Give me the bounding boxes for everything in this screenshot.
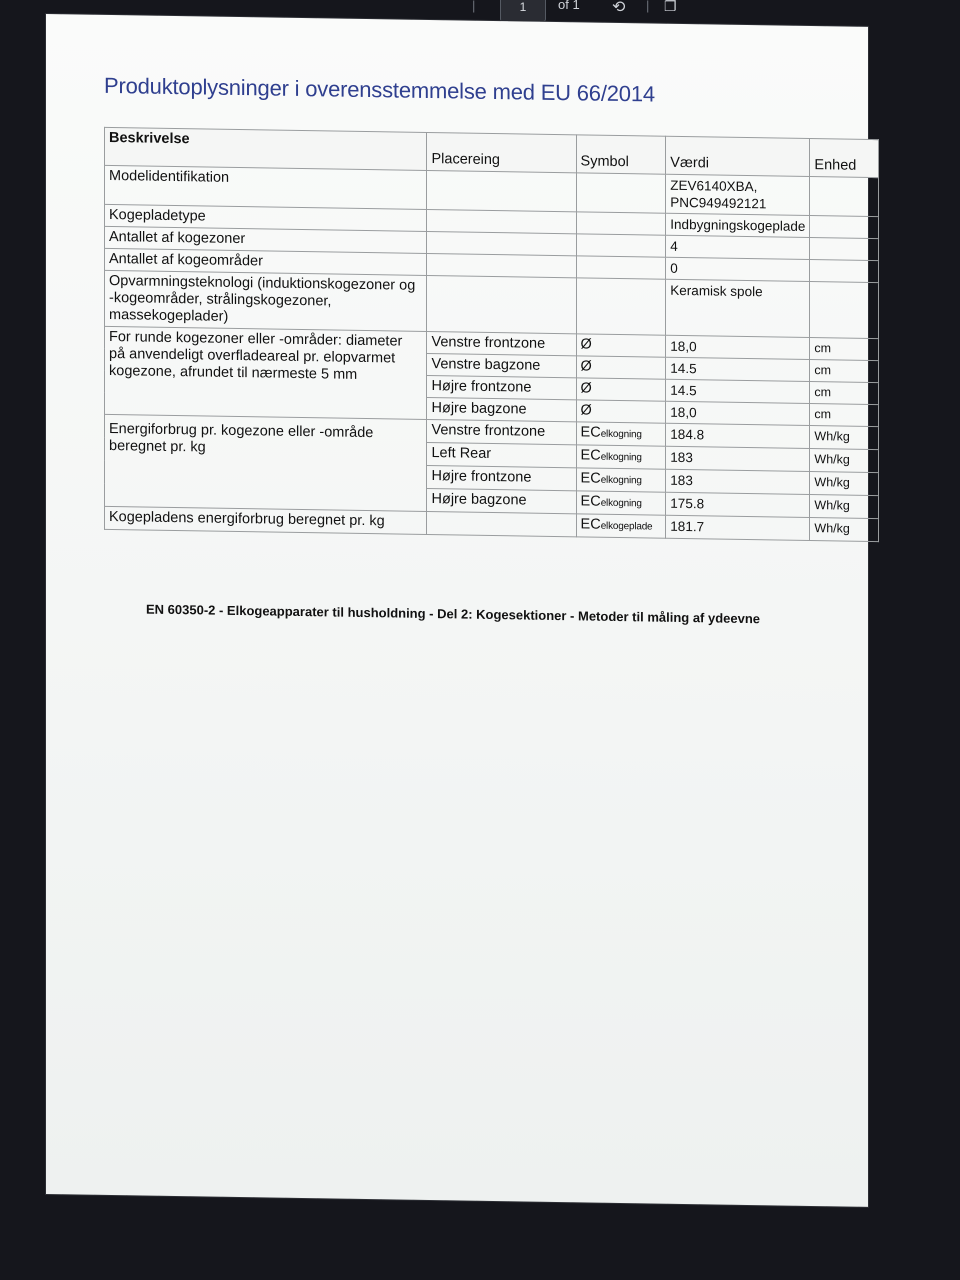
row-value: 183 [666,446,810,471]
header-placement: Placereing [427,132,576,172]
row-placement: Højre frontzone [427,465,576,490]
row-placement: Højre bagzone [427,397,576,421]
row-unit: cm [810,338,879,361]
toolbar-separator: | [646,0,650,13]
standard-note: EN 60350-2 - Elkogeapparater til husholdning - Del 2: Kogesektioner - Metoder til måling af ydeevne [146,601,761,627]
row-unit: Wh/kg [810,472,879,496]
row-value: 175.8 [666,492,810,517]
header-symbol: Symbol [576,135,666,174]
row-placement: Venstre frontzone [427,419,576,444]
row-value: 14.5 [666,357,810,381]
row-description: For runde kogezoner eller -områder: diameter på anvendeligt overfladeareal pr. elopvarmet kogezone, afrundet til nærmeste 5 mm [105,326,427,419]
row-value: 184.8 [666,423,810,448]
row-value: ZEV6140XBA, PNC949492121 [666,174,810,215]
row-unit: cm [810,360,879,383]
row-value: Keramisk spole [666,279,810,337]
header-unit: Enhed [810,139,879,178]
row-placement: Højre frontzone [427,375,576,399]
row-description: Antallet af kogezoner [105,226,427,253]
row-symbol: ECelkogning [576,491,666,515]
row-unit: Wh/kg [810,518,879,542]
row-placement: Venstre frontzone [427,331,576,355]
row-description: Modelidentifikation [105,165,427,209]
header-description: Beskrivelse [105,127,427,170]
row-value: 0 [666,257,810,281]
product-info-table [104,127,879,542]
header-value: Værdi [666,136,810,176]
row-symbol: ECelkogning [576,445,666,469]
row-placement: Venstre bagzone [427,353,576,377]
row-value: 14.5 [666,379,810,403]
pages-icon[interactable]: ❐ [664,0,677,14]
row-unit: cm [810,382,879,405]
page-count-label: of 1 [558,0,580,12]
row-symbol: ECelkogning [576,468,666,492]
row-value: 18,0 [666,401,810,425]
row-symbol: ECelkogeplade [576,514,666,538]
row-description: Opvarmningsteknologi (induktionskogezoner og -kogeområder, strålingskogezoner, massekogeplader) [105,270,427,331]
document-title: Produktoplysninger i overensstemmelse med EU 66/2014 [104,72,655,107]
row-unit: cm [810,404,879,427]
rotate-icon[interactable]: ⟲ [612,0,626,16]
row-value: 183 [666,469,810,494]
row-symbol: Ø [576,356,666,379]
row-unit: Wh/kg [810,449,879,473]
row-symbol: Ø [576,400,666,423]
row-symbol: Ø [576,378,666,401]
pdf-toolbar [420,0,720,22]
row-placement: Højre bagzone [427,488,576,513]
row-value: 4 [666,235,810,259]
document-page [46,14,868,1207]
page-number-input[interactable]: 1 [500,0,546,22]
row-description: Antallet af kogeområder [105,248,427,275]
row-symbol: ECelkogning [576,422,666,446]
row-description: Kogepladetype [105,204,427,231]
row-value: 181.7 [666,515,810,540]
row-description: Energiforbrug pr. kogezone eller -område beregnet pr. kg [105,414,427,511]
row-value: 18,0 [666,335,810,359]
row-symbol: Ø [576,334,666,357]
row-description: Kogepladens energiforbrug beregnet pr. kg [105,506,427,534]
toolbar-separator: | [472,0,476,13]
row-unit: Wh/kg [810,495,879,519]
row-placement: Left Rear [427,442,576,467]
row-value: Indbygningskogeplade [666,213,810,237]
row-unit: Wh/kg [810,426,879,450]
